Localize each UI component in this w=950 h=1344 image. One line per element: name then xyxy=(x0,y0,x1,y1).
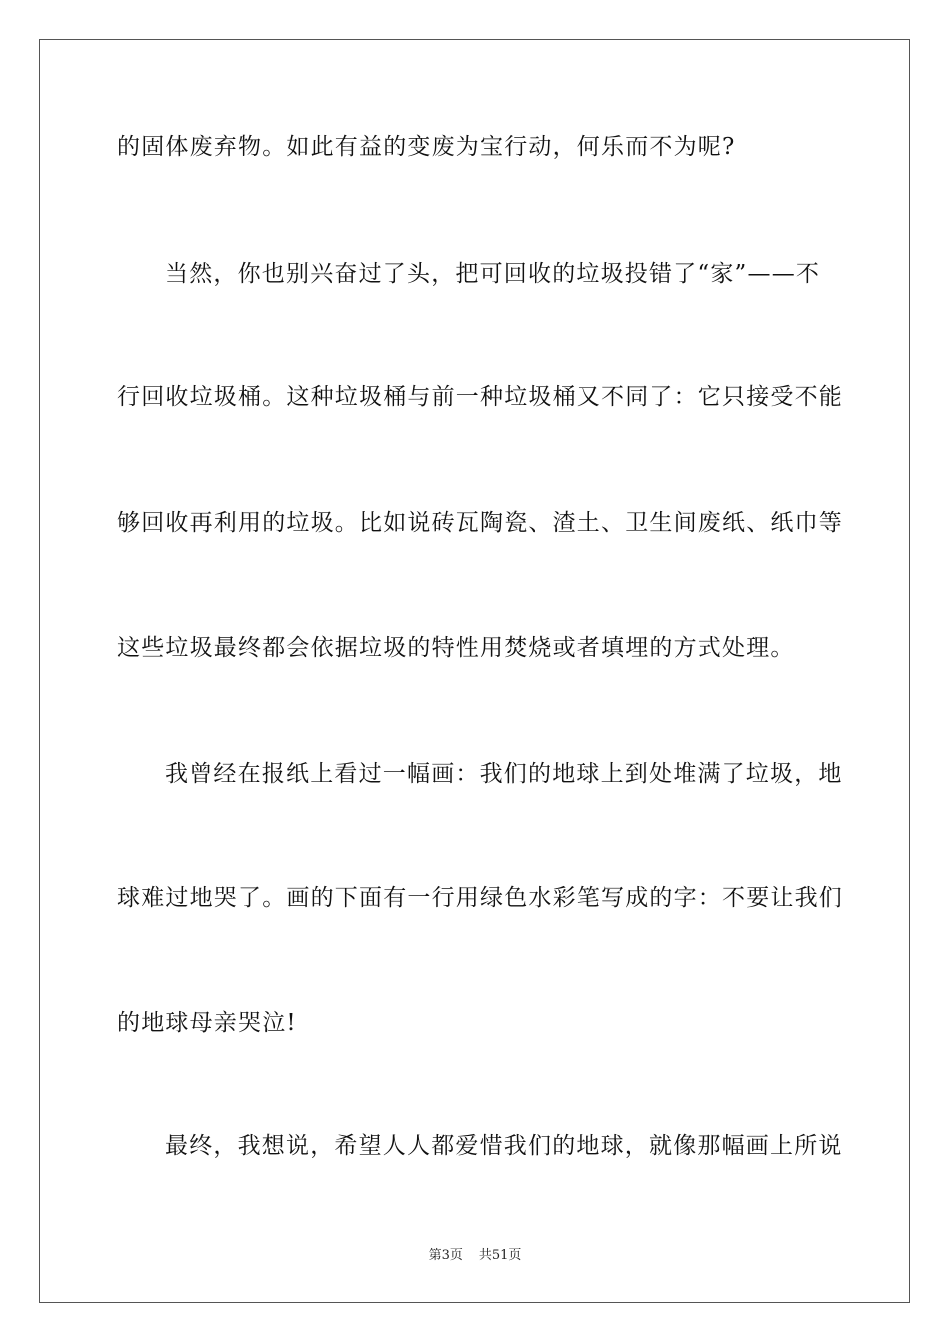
text-line: 这些垃圾最终都会依据垃圾的特性用焚烧或者填埋的方式处理。 xyxy=(117,635,795,661)
text-line: 的固体废弃物。如此有益的变废为宝行动，何乐而不为呢? xyxy=(117,134,736,160)
paragraph-start-line: 最终，我想说，希望人人都爱惜我们的地球，就像那幅画上所说 xyxy=(165,1133,843,1159)
text-line: 行回收垃圾桶。这种垃圾桶与前一种垃圾桶又不同了：它只接受不能 xyxy=(117,384,843,410)
text-line: 够回收再利用的垃圾。比如说砖瓦陶瓷、渣土、卫生间废纸、纸巾等 xyxy=(117,510,843,536)
text-line: 球难过地哭了。画的下面有一行用绿色水彩笔写成的字：不要让我们 xyxy=(117,885,843,911)
paragraph-start-line: 当然，你也别兴奋过了头，把可回收的垃圾投错了“家”——不 xyxy=(165,261,821,287)
page-border xyxy=(39,39,910,1303)
page-footer xyxy=(0,1247,950,1265)
page-number: 第3页 xyxy=(428,1248,463,1263)
total-pages: 共51页 xyxy=(478,1248,522,1263)
paragraph-start-line: 我曾经在报纸上看过一幅画：我们的地球上到处堆满了垃圾，地 xyxy=(165,761,843,787)
text-line: 的地球母亲哭泣! xyxy=(117,1010,297,1036)
